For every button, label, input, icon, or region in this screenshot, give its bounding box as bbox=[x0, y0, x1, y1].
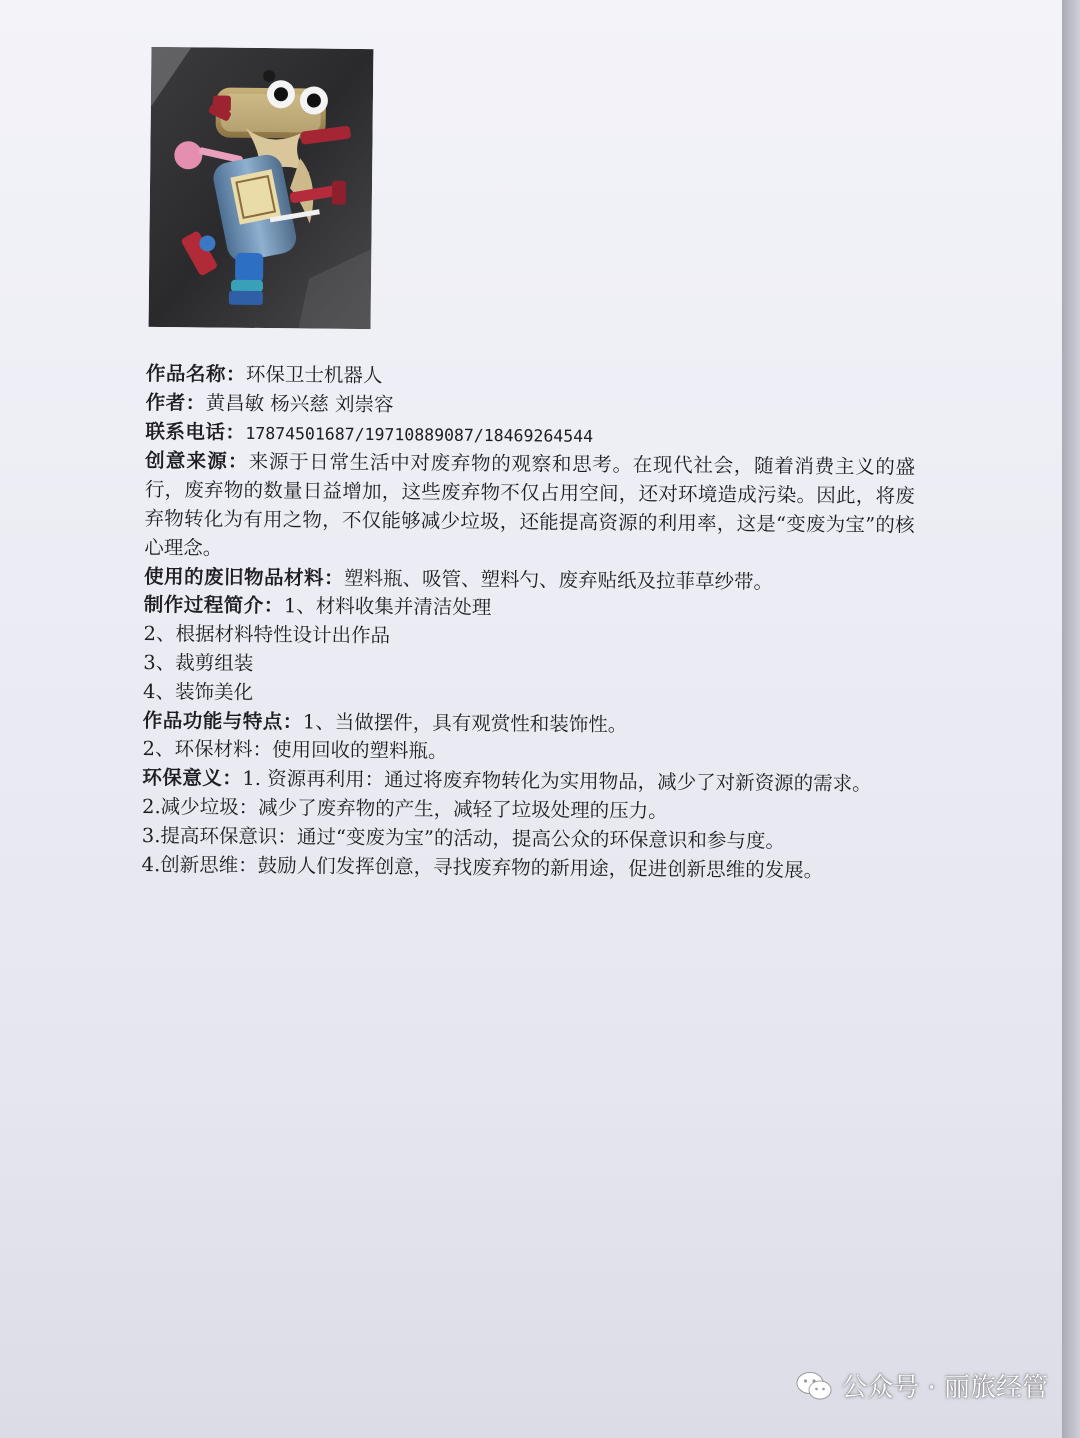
robot-craft-photo bbox=[149, 47, 374, 329]
materials-label: 使用的废旧物品材料： bbox=[144, 564, 345, 590]
significance-item: 3.提高环保意识：通过“变废为宝”的活动，提高公众的环保意识和参与度。 bbox=[141, 823, 785, 853]
inspiration-label: 创意来源： bbox=[145, 449, 249, 474]
authors-label: 作者： bbox=[145, 390, 206, 415]
work-name-label: 作品名称： bbox=[145, 361, 246, 386]
process-label: 制作过程简介： bbox=[143, 593, 284, 618]
page-edge-shadow bbox=[1062, 0, 1080, 1438]
feature-item: 2、环保材料：使用回收的塑料瓶。 bbox=[142, 737, 448, 764]
process-step: 3、裁剪组装 bbox=[143, 650, 254, 675]
wechat-icon bbox=[795, 1371, 833, 1401]
process-step: 2、根据材料特性设计出作品 bbox=[143, 622, 391, 648]
process-step: 1、材料收集并清洁处理 bbox=[283, 594, 492, 620]
document-body bbox=[141, 360, 916, 886]
inspiration-value: 来源于日常生活中对废弃物的观察和思考。在现代社会，随着消费主义的盛行，废弃物的数量日益增加，这些废弃物不仅占用空间，还对环境造成污染。因此，将废弃物转化为有用之物，不仅能够减少垃圾，还能提高资源的利用率，这是“变废为宝”的核心理念。 bbox=[144, 450, 916, 560]
authors-value: 黄昌敏 杨兴慈 刘崇容 bbox=[205, 391, 394, 416]
phone-label: 联系电话： bbox=[145, 419, 246, 444]
work-name-value: 环保卫士机器人 bbox=[245, 362, 383, 388]
materials-value: 塑料瓶、吸管、塑料勺、废弃贴纸及拉菲草纱带。 bbox=[344, 566, 774, 594]
features-label: 作品功能与特点： bbox=[142, 708, 303, 733]
phone-value: 17874501687/19710889087/18469264544 bbox=[245, 423, 594, 446]
watermark bbox=[795, 1367, 1048, 1404]
significance-item: 2.减少垃圾：减少了废弃物的产生，减轻了垃圾处理的压力。 bbox=[142, 794, 668, 823]
inspiration-paragraph bbox=[144, 447, 915, 569]
feature-item: 1、当做摆件，具有观赏性和装饰性。 bbox=[302, 709, 628, 736]
significance-item: 4.创新思维：鼓励人们发挥创意，寻找废弃物的新用途，促进创新思维的发展。 bbox=[141, 852, 824, 882]
watermark-text: 公众号 · 丽旅经管 bbox=[841, 1373, 1048, 1403]
significance-label: 环保意义： bbox=[142, 766, 243, 791]
process-step: 4、装饰美化 bbox=[143, 679, 254, 704]
significance-item: 1. 资源再利用：通过将废弃物转化为实用物品，减少了对新资源的需求。 bbox=[242, 767, 872, 796]
